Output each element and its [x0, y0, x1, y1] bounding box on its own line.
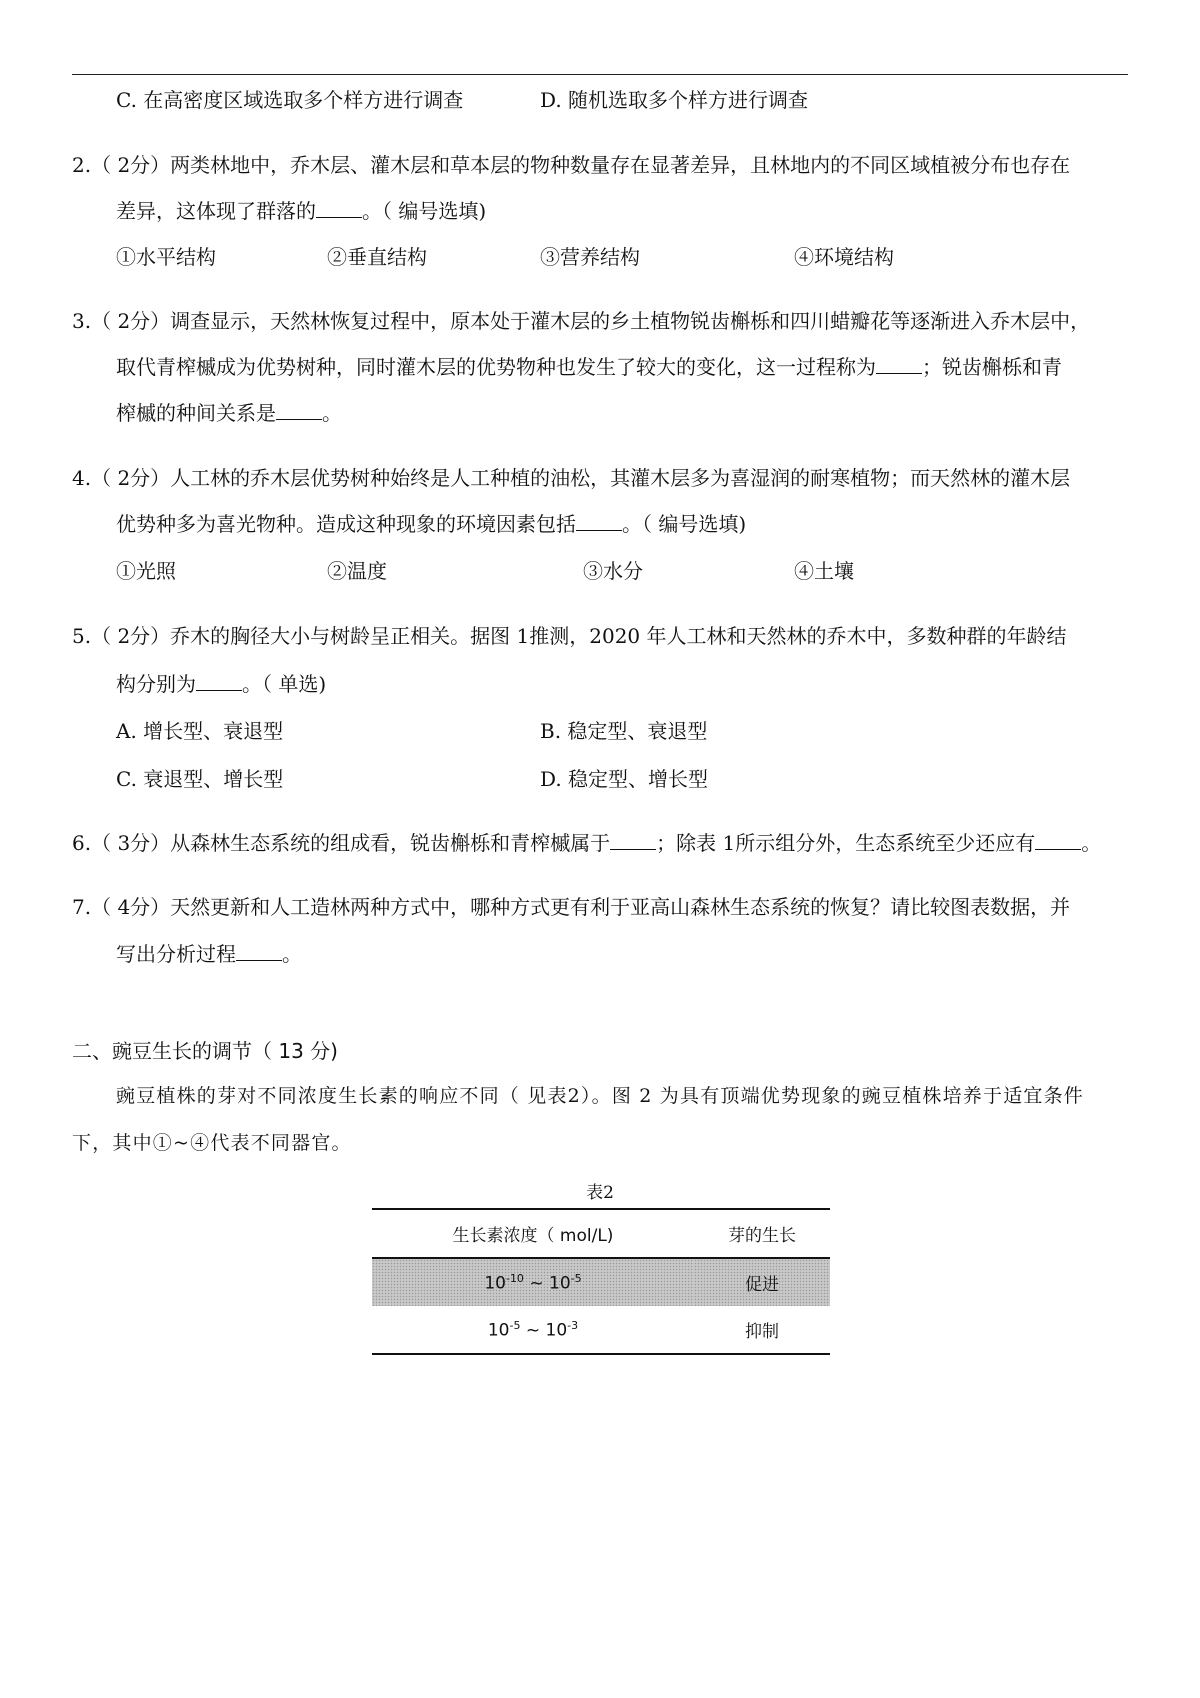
- q4-line2: [116, 510, 746, 538]
- q2-line2: [116, 197, 486, 225]
- q5-text-b: 。（ 单选): [242, 672, 327, 696]
- q3-text-b: ；锐齿槲栎和青: [922, 355, 1062, 379]
- section-2-title: 二、豌豆生长的调节（ 13 分): [72, 1039, 338, 1063]
- q4-answer-blank[interactable]: [576, 512, 622, 531]
- q5-option-c: C. 衰退型、增长型: [116, 767, 284, 791]
- q4-option-3: ③水分: [583, 559, 643, 583]
- q4-option-2: ②温度: [327, 559, 387, 583]
- q4-line1: 4.（ 2分）人工林的乔木层优势树种始终是人工种植的油松，其灌木层多为喜湿润的耐寒植物；而天然林的灌木层: [72, 466, 1071, 490]
- q2-option-4: ④环境结构: [794, 245, 894, 269]
- q6-answer-blank-1[interactable]: [610, 831, 656, 850]
- q6-line: [72, 829, 1101, 857]
- q3-text-c: 榨槭的种间关系是: [116, 401, 276, 425]
- table-2-caption: 表2: [586, 1183, 614, 1203]
- q3-line1: 3.（ 2分）调查显示，天然林恢复过程中，原本处于灌木层的乡土植物锐齿槲栎和四川蜡瓣花等逐渐进入乔木层中，: [72, 309, 1091, 333]
- table-cell-effect: 促进: [694, 1258, 830, 1306]
- q6-text-b: ；除表 1所示组分外，生态系统至少还应有: [656, 831, 1036, 855]
- table-header-concentration: 生长素浓度（ mol/L): [452, 1226, 614, 1246]
- q7-answer-blank[interactable]: [236, 942, 282, 961]
- q5-line2: [116, 670, 326, 698]
- q2-text-b: 。（ 编号选填): [362, 199, 487, 223]
- q3-answer-blank-2[interactable]: [276, 401, 322, 420]
- q5-option-d: D. 稳定型、增长型: [540, 767, 709, 791]
- q4-option-1: ①光照: [116, 559, 176, 583]
- q3-line3: [116, 399, 342, 427]
- q4-option-4: ④土壤: [794, 559, 854, 583]
- q6-answer-blank-2[interactable]: [1035, 831, 1081, 850]
- table-cell-concentration: $10^{-10}$ ~ $10^{-5}$: [372, 1258, 694, 1306]
- q2-option-1: ①水平结构: [116, 245, 216, 269]
- q3-answer-blank-1[interactable]: [876, 355, 922, 374]
- q2-option-3: ③营养结构: [540, 245, 640, 269]
- q3-text-a: 取代青榨槭成为优势树种，同时灌木层的优势物种也发生了较大的变化，这一过程称为: [116, 355, 876, 379]
- q7-text-b: 。: [282, 942, 302, 966]
- top-divider: [72, 74, 1128, 75]
- table-cell-concentration: $10^{-5}$ ~ $10^{-3}$: [487, 1318, 579, 1341]
- table-2: [372, 1208, 830, 1355]
- table-cell-effect: 抑制: [744, 1322, 779, 1342]
- table-row: [372, 1306, 830, 1354]
- table-header-row: [372, 1209, 830, 1258]
- q5-text-a: 构分别为: [116, 672, 196, 696]
- q5-answer-blank[interactable]: [196, 672, 242, 691]
- q7-text-a: 写出分析过程: [116, 942, 236, 966]
- table-header-bud-growth: 芽的生长: [727, 1226, 796, 1246]
- q5-option-b: B. 稳定型、衰退型: [540, 719, 708, 743]
- q3-line2: [116, 353, 1062, 381]
- q4-text-b: 。（ 编号选填): [622, 512, 747, 536]
- q2-text-a: 差异，这体现了群落的: [116, 199, 316, 223]
- table-row: [372, 1258, 830, 1306]
- q7-line1: 7.（ 4分）天然更新和人工造林两种方式中，哪种方式更有利于亚高山森林生态系统的恢复？请比较图表数据，并: [72, 895, 1071, 919]
- q4-text-a: 优势种多为喜光物种。造成这种现象的环境因素包括: [116, 512, 576, 536]
- q2-line1: 2.（ 2分）两类林地中，乔木层、灌木层和草本层的物种数量存在显著差异，且林地内的不同区域植被分布也存在: [72, 153, 1071, 177]
- section-2-paragraph-line2: 下，其中①~④代表不同器官。: [72, 1132, 352, 1154]
- q6-text-c: 。: [1081, 831, 1102, 855]
- q5-line1: 5.（ 2分）乔木的胸径大小与树龄呈正相关。据图 1推测，2020 年人工林和天然林的乔木中，多数种群的年龄结: [72, 624, 1067, 648]
- q6-text-a: 6.（ 3分）从森林生态系统的组成看，锐齿槲栎和青榨槭属于: [72, 831, 611, 855]
- q3-text-d: 。: [322, 401, 342, 425]
- q7-line2: [116, 940, 302, 968]
- q5-option-a: A. 增长型、衰退型: [116, 719, 284, 743]
- q2-option-2: ②垂直结构: [327, 245, 427, 269]
- section-2-paragraph-line1: 豌豆植株的芽对不同浓度生长素的响应不同（ 见表2）。图 2 为具有顶端优势现象的豌豆植株培养于适宜条件: [116, 1085, 1084, 1107]
- q1-option-d: D. 随机选取多个样方进行调查: [540, 88, 809, 112]
- q1-option-c: C. 在高密度区域选取多个样方进行调查: [116, 88, 464, 112]
- q2-answer-blank[interactable]: [316, 199, 362, 218]
